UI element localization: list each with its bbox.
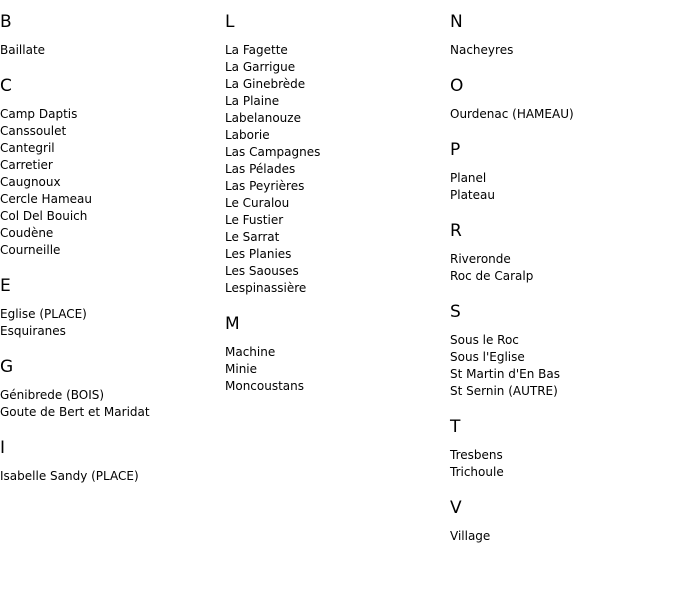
index-column-1 [0,12,220,502]
letter-group-n [450,12,675,59]
place-item[interactable]: Cercle Hameau [0,192,92,206]
place-item[interactable]: Planel [450,171,487,185]
place-item[interactable]: Riveronde [450,252,511,266]
place-item[interactable]: Le Curalou [225,196,290,210]
place-item[interactable]: Le Fustier [225,213,284,227]
place-list [0,306,220,340]
place-item[interactable]: St Martin d'En Bas [450,367,560,381]
place-item[interactable]: Goute de Bert et Maridat [0,405,150,419]
place-item[interactable]: Nacheyres [450,43,514,57]
place-list [450,528,675,545]
place-item[interactable]: La Garrigue [225,60,296,74]
letter-group-v [450,498,675,545]
place-item[interactable]: Plateau [450,188,495,202]
letter-heading: I [0,438,6,458]
letter-group-c [0,76,220,259]
index-column-3 [450,12,675,562]
letter-group-t [450,417,675,481]
place-item[interactable]: Las Campagnes [225,145,321,159]
place-item[interactable]: Sous l'Eglise [450,350,525,364]
place-item[interactable]: Labelanouze [225,111,301,125]
letter-group-r [450,221,675,285]
place-item[interactable]: Eglise (PLACE) [0,307,87,321]
place-item[interactable]: Caugnoux [0,175,61,189]
place-item[interactable]: Col Del Bouich [0,209,88,223]
place-list [450,42,675,59]
place-item[interactable]: Roc de Caralp [450,269,534,283]
place-item[interactable]: Las Pélades [225,162,296,176]
place-item[interactable]: Esquiranes [0,324,66,338]
place-list [450,106,675,123]
place-item[interactable]: St Sernin (AUTRE) [450,384,558,398]
letter-heading: O [450,76,464,96]
place-item[interactable]: Village [450,529,491,543]
letter-heading: S [450,302,461,322]
place-list [0,387,220,421]
place-list [450,447,675,481]
place-item[interactable]: Las Peyrières [225,179,305,193]
place-item[interactable]: Tresbens [450,448,503,462]
place-item[interactable]: Minie [225,362,258,376]
place-item[interactable]: Moncoustans [225,379,305,393]
place-item[interactable]: La Ginebrède [225,77,306,91]
place-item[interactable]: Les Planies [225,247,292,261]
letter-group-i [0,438,220,485]
place-list [450,170,675,204]
place-list [0,468,220,485]
place-item[interactable]: Trichoule [450,465,504,479]
place-item[interactable]: Le Sarrat [225,230,280,244]
letter-heading: V [450,498,462,518]
letter-group-o [450,76,675,123]
place-list [225,344,445,395]
letter-heading: M [225,314,240,334]
letter-group-p [450,140,675,204]
place-item[interactable]: Lespinassière [225,281,307,295]
place-item[interactable]: Ourdenac (HAMEAU) [450,107,574,121]
letter-heading: T [450,417,461,437]
letter-heading: P [450,140,461,160]
letter-heading: L [225,12,235,32]
letter-heading: E [0,276,11,296]
place-list [450,251,675,285]
letter-group-m [225,314,445,395]
letter-heading: G [0,357,14,377]
letter-group-s [450,302,675,400]
index-column-2 [225,12,445,412]
letter-group-b [0,12,220,59]
letter-heading: N [450,12,463,32]
place-item[interactable]: Machine [225,345,276,359]
letter-heading: C [0,76,12,96]
place-item[interactable]: Canssoulet [0,124,67,138]
letter-group-l [225,12,445,297]
place-item[interactable]: Laborie [225,128,270,142]
letter-group-e [0,276,220,340]
place-item[interactable]: Carretier [0,158,53,172]
letter-group-g [0,357,220,421]
place-item[interactable]: Les Saouses [225,264,299,278]
place-item[interactable]: Génibrede (BOIS) [0,388,105,402]
place-item[interactable]: Courneille [0,243,61,257]
place-list [0,106,220,259]
place-item[interactable]: Camp Daptis [0,107,78,121]
place-list [225,42,445,297]
letter-heading: R [450,221,462,241]
place-item[interactable]: Coudène [0,226,54,240]
place-item[interactable]: La Plaine [225,94,280,108]
place-item[interactable]: Sous le Roc [450,333,519,347]
place-item[interactable]: Baillate [0,43,46,57]
place-item[interactable]: La Fagette [225,43,288,57]
letter-heading: B [0,12,12,32]
place-item[interactable]: Cantegril [0,141,55,155]
place-list [450,332,675,400]
place-item[interactable]: Isabelle Sandy (PLACE) [0,469,139,483]
place-list [0,42,220,59]
